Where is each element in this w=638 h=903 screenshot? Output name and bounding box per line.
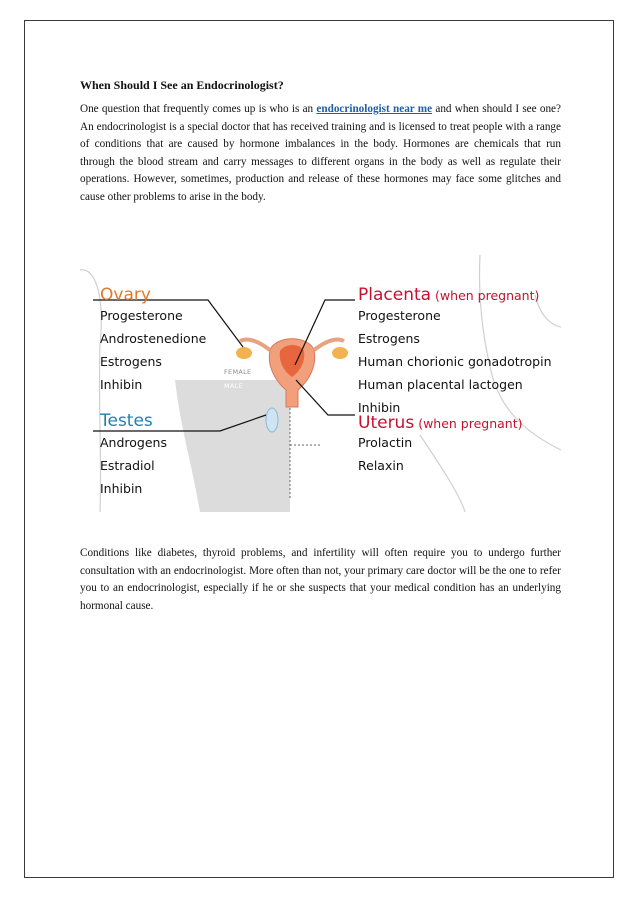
testes-hormone-2: Estradiol [100,458,155,473]
endocrine-glands-figure [80,255,561,512]
testes-title: Testes [100,411,153,431]
male-label: MALE [224,382,243,390]
ovary-hormone-2: Androstenedione [100,331,207,346]
placenta-heading [358,285,539,305]
endocrinologist-near-me-link[interactable]: endocrinologist near me [316,103,433,115]
intro-text-end: and when should I see one? An endocrinologist is a special doctor that has received training and is licensed to treat people with a range of conditions that are caused by hormone imbalances in the body. Hormones are chemicals that run through the blood stream and carry messages to different organs in the body as well as regulate their operations. However, sometimes, production and release of these hormones may face some glitches and cause other problems to arise in the body. [80,103,561,203]
uterus-heading [358,413,523,433]
placenta-note: (when pregnant) [435,288,540,303]
ovary-title: Ovary [100,285,151,305]
testes-hormone-1: Androgens [100,435,167,450]
placenta-hormone-3: Human chorionic gonadotropin [358,354,552,369]
placenta-title: Placenta [358,285,432,305]
uterus-hormone-1: Prolactin [358,435,413,450]
intro-text-start: One question that frequently comes up is who is an [80,103,317,115]
uterus-title: Uterus [358,413,415,433]
placenta-hormone-2: Estrogens [358,331,420,346]
placenta-hormone-4: Human placental lactogen [358,377,523,392]
female-label: FEMALE [224,368,252,376]
intro-paragraph [80,101,561,207]
section-heading: When Should I See an Endocrinologist? [80,78,284,92]
uterus-hormone-2: Relaxin [358,458,404,473]
uterus-note: (when pregnant) [418,416,523,431]
placenta-hormone-5: Inhibin [358,400,401,415]
ovary-hormone-1: Progesterone [100,308,183,323]
ovary-hormone-4: Inhibin [100,377,143,392]
placenta-hormone-1: Progesterone [358,308,441,323]
ovary-hormone-3: Estrogens [100,354,162,369]
conditions-paragraph: Conditions like diabetes, thyroid problems, and infertility will often require you to undergo further consultation with an endocrinologist. More often than not, your primary care doctor will be the one to refer you to an endocrinologist, especially if he or she suspects that your medical condition has an underlying hormonal cause. [80,547,561,612]
testes-hormone-3: Inhibin [100,481,143,496]
